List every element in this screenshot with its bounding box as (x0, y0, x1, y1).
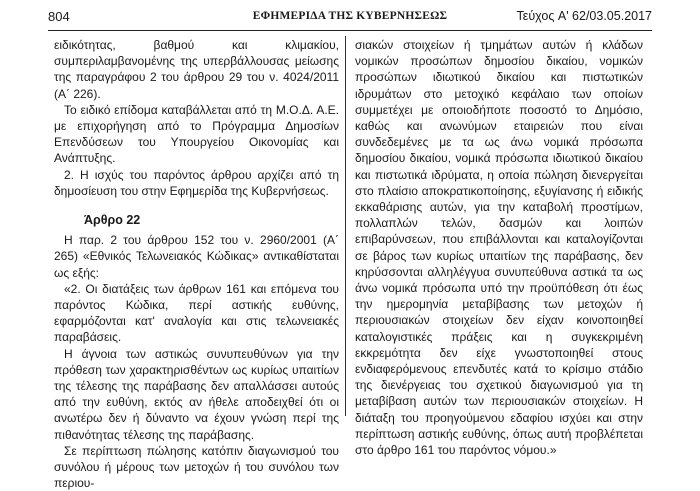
paragraph: σιακών στοιχείων ή τμημάτων αυτών ή κλάδων νομικών προσώπων δημοσίου δικαίου, νομικών προσώπων ιδιωτικού δικαίου και πιστωτικών ιδρυμάτων στο μετοχικό κεφάλαιο των οποίων συμμετέχει με οποιοδήποτε ποσοστό το Δημόσιο, καθώς και ανωνύμων εταιρειών που είναι συνδεδεμένες με τα ως άνω νομικά πρόσωπα δημοσίου δικαίου, νομικά πρόσωπα ιδιωτικού δικαίου και πιστωτικά ιδρύματα, η οποία πώληση διενεργείται στο πλαίσιο αποκρατικοποίησης, εξυγίανσης ή ειδικής εκκαθάρισης αυτών, για την καταβολή προστίμων, πολλαπλών τελών, δασμών και λοιπών επιβαρύνσεων, που επιβάλλονται και καταλογίζονται σε βάρος των κυρίως υπαιτίων της παράβασης, δεν κηρύσσονται αλληλέγγυα συνυπεύθυνα αστικά τα ως άνω νομικά πρόσωπα υπό την προϋπόθεση ότι έως την ημερομηνία μεταβίβασης των μετοχών ή περιουσιακών στοιχείων δεν είχαν κοινοποιηθεί καταλογιστικές πράξεις και η συγκεκριμένη εκκρεμότητα δεν είχε γνωστοποιηθεί στους ενδιαφερόμενους επενδυτές κατά το κρίσιμο στάδιο της διενέργειας του σχετικού διαγωνισμού για τη μεταβίβαση αυτών των περιουσιακών στοιχείων. Η διάταξη του προηγούμενου εδαφίου ισχύει και στην περίπτωση αστικής ευθύνης, όπως αυτή προβλέπεται στο άρθρο 161 του παρόντος νόμου.» (355, 38, 643, 458)
paragraph: Η παρ. 2 του άρθρου 152 του ν. 2960/2001 (Α΄ 265) «Εθνικός Τελωνειακός Κώδικας» αντικαθίσταται ως εξής: (54, 233, 339, 280)
page-header (48, 8, 652, 31)
paragraph: ειδικότητας, βαθμού και κλιμακίου, συμπεριλαμβανομένης της υπερβάλλουσας μείωσης της παραγράφου 2 του άρθρου 29 του ν. 4024/2011 (Α΄ 226). (54, 38, 339, 101)
paragraph: Σε περίπτωση πώλησης κατόπιν διαγωνισμού του συνόλου ή μέρους των μετοχών ή του συνόλου των περιου- (54, 443, 339, 491)
paragraph: Η άγνοια των αστικώς συνυπευθύνων για την πρόθεση των χαρακτηρισθέντων ως κυρίως υπαιτίων της τέλεσης της παράβασης δεν απαλλάσσει αυτούς από την ευθύνη, εκτός αν ήθελε αποδειχθεί ότι οι ανωτέρω δεν ή δύναντο να έχουν γνώση περί της πιθανότητας τέλεσης της παράβασης. (54, 346, 339, 442)
paragraph: 2. Η ισχύς του παρόντος άρθρου αρχίζει από τη δημοσίευση του στην Εφημερίδα της Κυβερνήσεως. (54, 167, 339, 198)
article-heading: Άρθρο 22 (84, 213, 141, 228)
publication-title: ΕΦΗΜΕΡΙΔΑ ΤΗΣ ΚΥΒΕΡΝΗΣΕΩΣ (252, 10, 448, 22)
paragraph: Το ειδικό επίδομα καταβάλλεται από τη Μ.Ο.Δ. Α.Ε. με επιχορήγηση από το Πρόγραμμα Δημοσίων Επενδύσεων του Υπουργείου Οικονομίας και Ανάπτυξης. (54, 102, 339, 166)
right-column (355, 37, 643, 458)
left-column (54, 37, 339, 491)
paragraph: «2. Οι διατάξεις των άρθρων 161 και επόμενα του παρόντος Κώδικα, περί αστικής ευθύνης, εφαρμόζονται κατ' αναλογία και στις τελωνειακές παραβάσεις. (54, 281, 339, 345)
issue-info: Τεύχος A' 62/03.05.2017 (516, 9, 652, 23)
column-divider (345, 36, 346, 416)
page-number: 804 (48, 9, 70, 24)
